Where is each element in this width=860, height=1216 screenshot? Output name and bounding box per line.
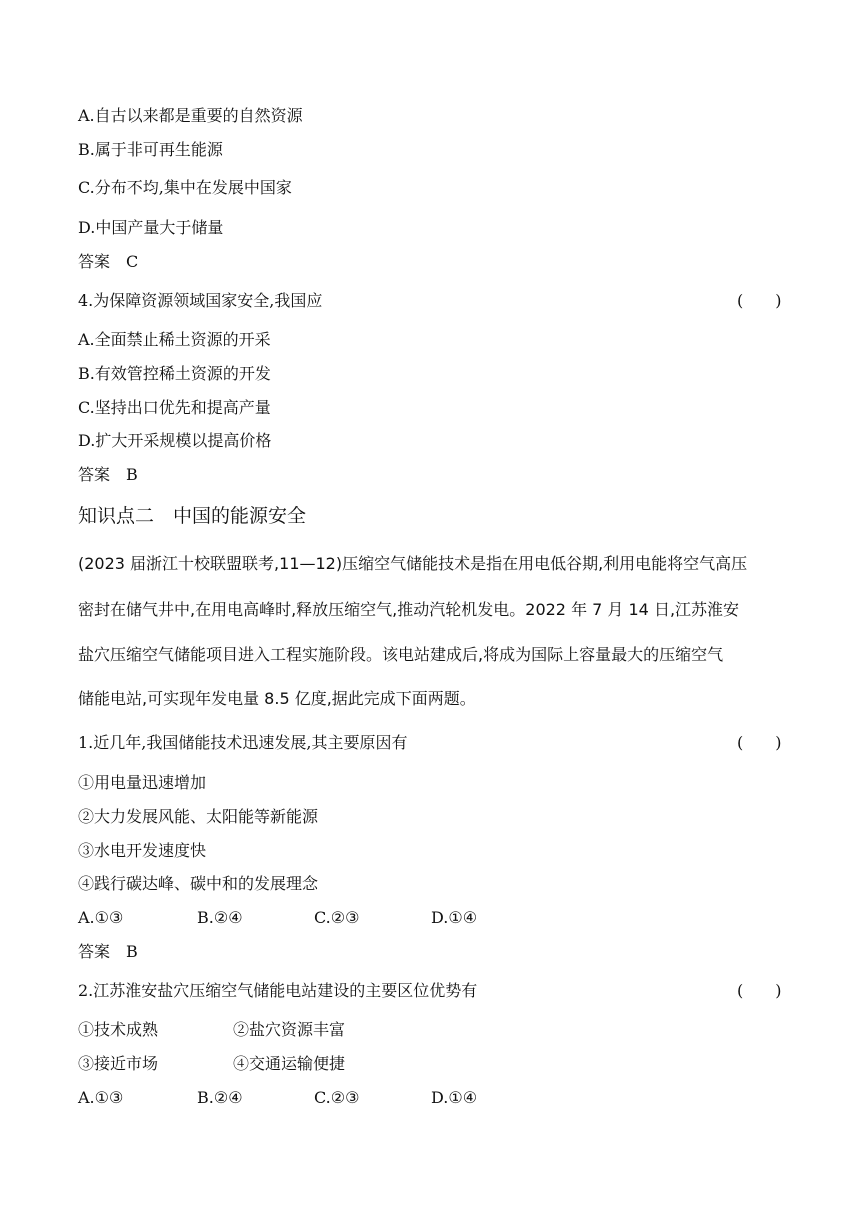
s1-option-a: A.①③	[78, 908, 124, 927]
s2-option-c: C.②③	[314, 1088, 360, 1107]
s1-item-1: ①用电量迅速增加	[78, 773, 207, 792]
q4-option-c: C.坚持出口优先和提高产量	[78, 398, 271, 417]
s2-option-a: A.①③	[78, 1088, 124, 1107]
q4-answer: 答案 B	[78, 465, 138, 484]
q4-option-b: B.有效管控稀土资源的开发	[78, 364, 271, 383]
s1-item-3: ③水电开发速度快	[78, 841, 207, 860]
q3-option-d: D.中国产量大于储量	[78, 218, 224, 237]
passage-line-2: 密封在储气井中,在用电高峰时,释放压缩空气,推动汽轮机发电。2022 年 7 月 14 日,江苏淮安	[78, 600, 740, 619]
q4-answer-blank: ( )	[737, 291, 782, 310]
s2-option-b: B.②④	[197, 1088, 243, 1107]
s2-item-1: ①技术成熟	[78, 1020, 159, 1039]
s1-option-d: D.①④	[431, 908, 478, 927]
s2-answer-blank: ( )	[737, 981, 782, 1000]
s1-item-2: ②大力发展风能、太阳能等新能源	[78, 807, 319, 826]
s2-item-4: ④交通运输便捷	[233, 1054, 346, 1073]
passage-line-1: (2023 届浙江十校联盟联考,11—12)压缩空气储能技术是指在用电低谷期,利用电能将空气高压	[78, 554, 748, 573]
q3-option-a: A.自古以来都是重要的自然资源	[78, 106, 303, 125]
s1-option-b: B.②④	[197, 908, 243, 927]
q3-option-b: B.属于非可再生能源	[78, 140, 223, 159]
s2-item-2: ②盐穴资源丰富	[233, 1020, 346, 1039]
passage-line-4: 储能电站,可实现年发电量 8.5 亿度,据此完成下面两题。	[78, 689, 476, 708]
q3-answer: 答案 C	[78, 252, 139, 271]
q4-option-a: A.全面禁止稀土资源的开采	[78, 330, 271, 349]
s1-answer-blank: ( )	[737, 733, 782, 752]
s2-option-d: D.①④	[431, 1088, 478, 1107]
s1-option-c: C.②③	[314, 908, 360, 927]
s2-item-3: ③接近市场	[78, 1054, 159, 1073]
s1-item-4: ④践行碳达峰、碳中和的发展理念	[78, 874, 319, 893]
passage-line-3: 盐穴压缩空气储能项目进入工程实施阶段。该电站建成后,将成为国际上容量最大的压缩空气	[78, 645, 724, 664]
section-title: 知识点二 中国的能源安全	[78, 505, 307, 527]
q3-option-c: C.分布不均,集中在发展中国家	[78, 178, 292, 197]
s2-stem: 2.江苏淮安盐穴压缩空气储能电站建设的主要区位优势有	[78, 981, 478, 1000]
q4-option-d: D.扩大开采规模以提高价格	[78, 431, 272, 450]
s1-answer: 答案 B	[78, 942, 138, 961]
q4-stem: 4.为保障资源领域国家安全,我国应	[78, 291, 323, 310]
s1-stem: 1.近几年,我国储能技术迅速发展,其主要原因有	[78, 733, 408, 752]
